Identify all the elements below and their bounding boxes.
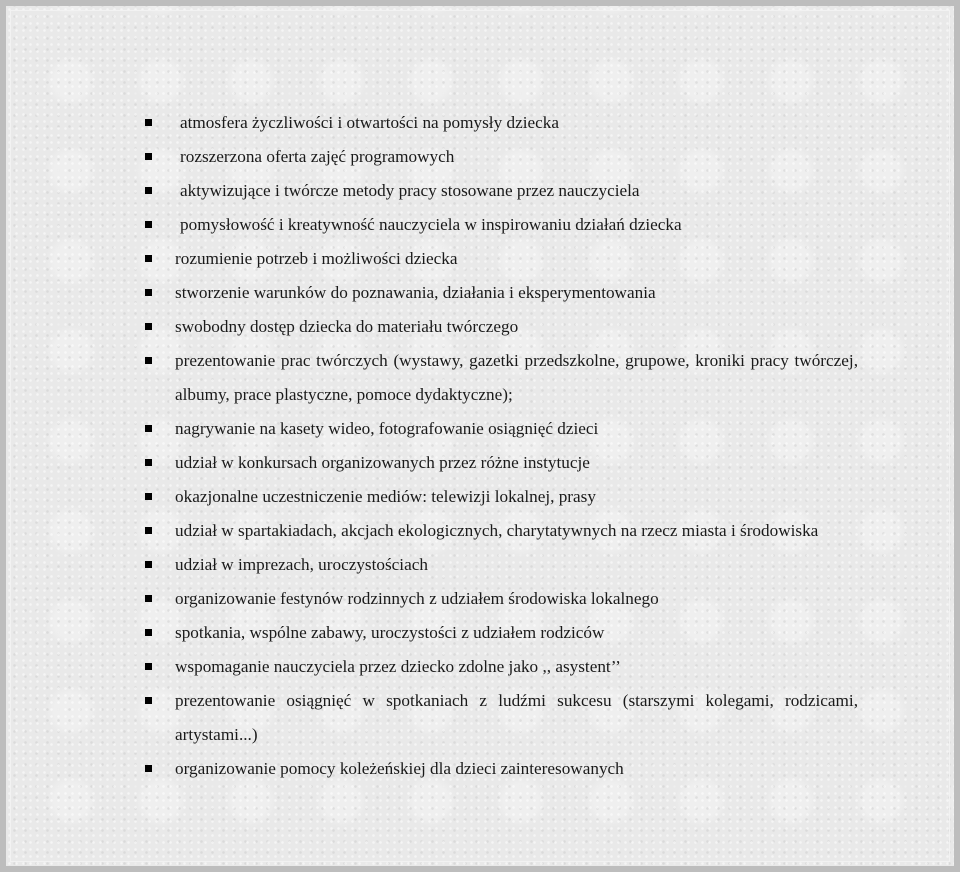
list-item bbox=[142, 514, 858, 548]
list-item-text: nagrywanie na kasety wideo, fotografowanie osiągnięć dzieci bbox=[175, 419, 599, 438]
list-item-text: udział w imprezach, uroczystościach bbox=[175, 555, 428, 574]
list-item-text: organizowanie pomocy koleżeńskiej dla dzieci zainteresowanych bbox=[175, 759, 624, 778]
list-item bbox=[142, 616, 858, 650]
square-bullet-icon bbox=[145, 459, 152, 466]
square-bullet-icon bbox=[145, 221, 152, 228]
square-bullet-icon bbox=[145, 595, 152, 602]
list-item-text: swobodny dostęp dziecka do materiału twórczego bbox=[175, 317, 519, 336]
list-item-text: aktywizujące i twórcze metody pracy stosowane przez nauczyciela bbox=[180, 181, 640, 200]
list-item-text: wspomaganie nauczyciela przez dziecko zdolne jako ,, asystent’’ bbox=[175, 657, 621, 676]
square-bullet-icon bbox=[145, 289, 152, 296]
list-item bbox=[142, 582, 858, 616]
square-bullet-icon bbox=[145, 425, 152, 432]
square-bullet-icon bbox=[145, 153, 152, 160]
list-item bbox=[142, 752, 858, 786]
list-item bbox=[142, 106, 858, 140]
list-item-text: stworzenie warunków do poznawania, działania i eksperymentowania bbox=[175, 283, 656, 302]
list-item bbox=[142, 548, 858, 582]
list-item-text: atmosfera życzliwości i otwartości na pomysły dziecka bbox=[180, 113, 559, 132]
square-bullet-icon bbox=[145, 323, 152, 330]
list-item bbox=[142, 310, 858, 344]
list-item-text: okazjonalne uczestniczenie mediów: telewizji lokalnej, prasy bbox=[175, 487, 596, 506]
list-item-text: spotkania, wspólne zabawy, uroczystości z udziałem rodziców bbox=[175, 623, 605, 642]
list-item-text: rozszerzona oferta zajęć programowych bbox=[180, 147, 455, 166]
list-item bbox=[142, 344, 858, 412]
square-bullet-icon bbox=[145, 663, 152, 670]
list-item bbox=[142, 140, 858, 174]
square-bullet-icon bbox=[145, 493, 152, 500]
bullet-list bbox=[142, 106, 858, 786]
list-item bbox=[142, 412, 858, 446]
list-item bbox=[142, 650, 858, 684]
square-bullet-icon bbox=[145, 119, 152, 126]
square-bullet-icon bbox=[145, 629, 152, 636]
square-bullet-icon bbox=[145, 527, 152, 534]
square-bullet-icon bbox=[145, 765, 152, 772]
square-bullet-icon bbox=[145, 255, 152, 262]
list-item-text: organizowanie festynów rodzinnych z udziałem środowiska lokalnego bbox=[175, 589, 659, 608]
list-item-text: pomysłowość i kreatywność nauczyciela w inspirowaniu działań dziecka bbox=[180, 215, 682, 234]
list-item bbox=[142, 174, 858, 208]
list-item-text: rozumienie potrzeb i możliwości dziecka bbox=[175, 249, 458, 268]
square-bullet-icon bbox=[145, 357, 152, 364]
square-bullet-icon bbox=[145, 561, 152, 568]
list-item bbox=[142, 446, 858, 480]
list-item-text: udział w konkursach organizowanych przez różne instytucje bbox=[175, 453, 590, 472]
list-item bbox=[142, 684, 858, 752]
square-bullet-icon bbox=[145, 187, 152, 194]
list-item-text: prezentowanie osiągnięć w spotkaniach z ludźmi sukcesu (starszymi kolegami, rodzicami, artystami...) bbox=[175, 691, 858, 744]
list-item-text: udział w spartakiadach, akcjach ekologicznych, charytatywnych na rzecz miasta i środowiska bbox=[175, 521, 819, 540]
list-item-text: prezentowanie prac twórczych (wystawy, gazetki przedszkolne, grupowe, kroniki pracy twórczej, albumy, prace plastyczne, pomoce dydaktyczne); bbox=[175, 351, 858, 404]
list-item bbox=[142, 480, 858, 514]
list-item bbox=[142, 242, 858, 276]
square-bullet-icon bbox=[145, 697, 152, 704]
list-item bbox=[142, 276, 858, 310]
list-item bbox=[142, 208, 858, 242]
